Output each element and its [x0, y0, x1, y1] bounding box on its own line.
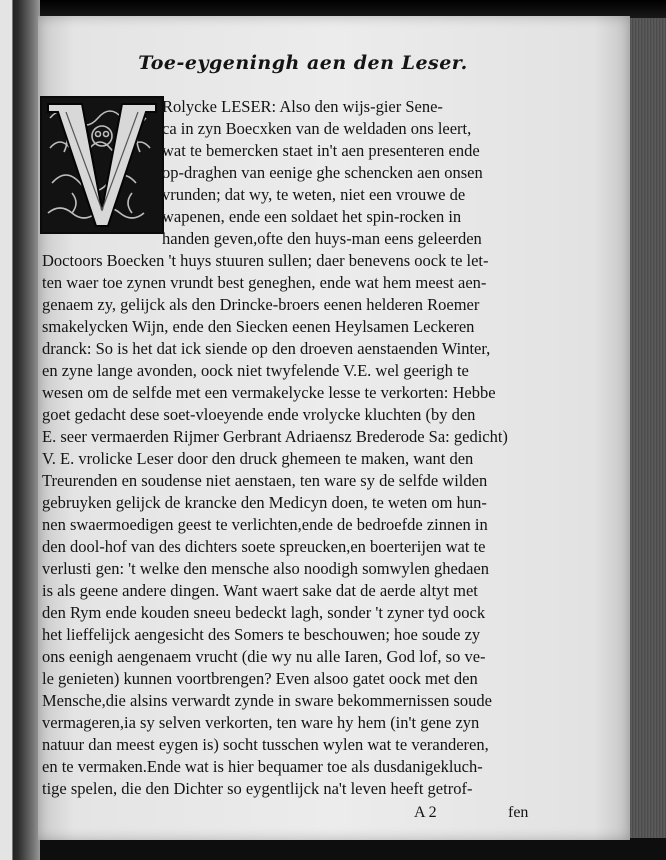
text-line: nen swaermoedigen geest te verlichten,ende de bedroefde zinnen in [42, 515, 488, 534]
text-line: le genieten) kunnen voortbrengen? Even alsoo gatet oock met den [42, 669, 478, 688]
text-line: verlusti gen: 't welke den mensche also noodigh somwylen ghedaen [42, 559, 489, 578]
text-line: en zyne lange avonden, oock niet twyfelende V.E. wel geerigh te [42, 361, 469, 380]
text-line: Rolycke LESER: Also den wijs-gier Sene- [162, 97, 443, 116]
text-line: Treurenden en soudense niet aenstaen, ten ware sy de selfde wilden [42, 471, 488, 490]
text-line: ons eenigh aengenaem vrucht (die wy nu alle Iaren, God lof, so ve- [42, 647, 486, 666]
text-line: ca in zyn Boecxken van de weldaden ons leert, [162, 119, 472, 138]
text-line: is als geene andere dingen. Want waert sake dat de aerde altyt met [42, 581, 478, 600]
text-line: op-draghen van eenige ghe schencken aen onsen [162, 163, 483, 182]
text-line: wat te bemercken staet in't aen presenteren ende [162, 141, 480, 160]
book-cover-edge [0, 0, 13, 860]
text-line: V. E. vrolicke Leser door den druck ghemeen te maken, want den [42, 449, 474, 468]
text-line: handen geven,ofte den huys-man eens geleerden [162, 229, 482, 248]
page-stack-edge [626, 18, 666, 838]
text-line: wesen om de selfde met een vermakelycke lesse te verkorten: Hebbe [42, 383, 496, 402]
text-line: den dool-hof van des dichters soete spreucken,en boerterijen wat te [42, 537, 486, 556]
decorated-initial-letter [40, 96, 164, 234]
text-line: vrunden; dat wy, te weten, niet een vrouwe de [162, 185, 466, 204]
text-line: ten waer toe zynen vrundt best geneghen, ende wat hem meest aen- [42, 273, 487, 292]
text-line: Doctoors Boecken 't huys stuuren sullen; daer benevens oock te let- [42, 251, 489, 270]
page-heading: Toe-eygeningh aen den Leser. [138, 52, 468, 74]
text-line: vermageren,ia sy selven verkorten, ten ware hy hem (in't gene zyn [42, 713, 480, 732]
text-line: natuur dan meest eygen is) socht tusschen wylen wat te veranderen, [42, 735, 489, 754]
text-line: dranck: So is het dat ick siende op den droeven aenstaenden Winter, [42, 339, 491, 358]
text-line: gebruyken gelijck de krancke den Medicyn doen, te weten om hun- [42, 493, 487, 512]
text-line: genaem zy, gelijck als den Drincke-broers eenen helderen Roemer [42, 295, 480, 314]
book-page [38, 16, 630, 840]
catchword: fen [508, 804, 529, 821]
text-line: goet gedacht dese soet-vloeyende ende vrolycke kluchten (by den [42, 405, 476, 424]
text-line: E. seer vermaerden Rijmer Gerbrant Adriaensz Brederode Sa: gedicht) [42, 427, 508, 446]
signature-mark: A 2 [414, 804, 437, 821]
text-line: Mensche,die alsins verwardt zynde in sware bekommernissen soude [42, 691, 492, 710]
ornament-icon [42, 98, 162, 232]
text-line: smakelycken Wijn, ende den Siecken eenen Heylsamen Leckeren [42, 317, 475, 336]
text-line: wapenen, ende een soldaet het spin-rocken in [162, 207, 462, 226]
text-line: den Rym ende kouden sneeu bedeckt lagh, sonder 't zyner tyd oock [42, 603, 486, 622]
text-line: tige spelen, die den Dichter so eygentlijck na't leven heeft getrof- [42, 779, 473, 798]
scan-bottom-shadow [40, 838, 666, 860]
text-line: het lieffelijck aengesicht des Somers te beschouwen; hoe soude zy [42, 625, 481, 644]
text-line: en te vermaken.Ende wat is hier bequamer toe als dusdanigekluch- [42, 757, 483, 776]
